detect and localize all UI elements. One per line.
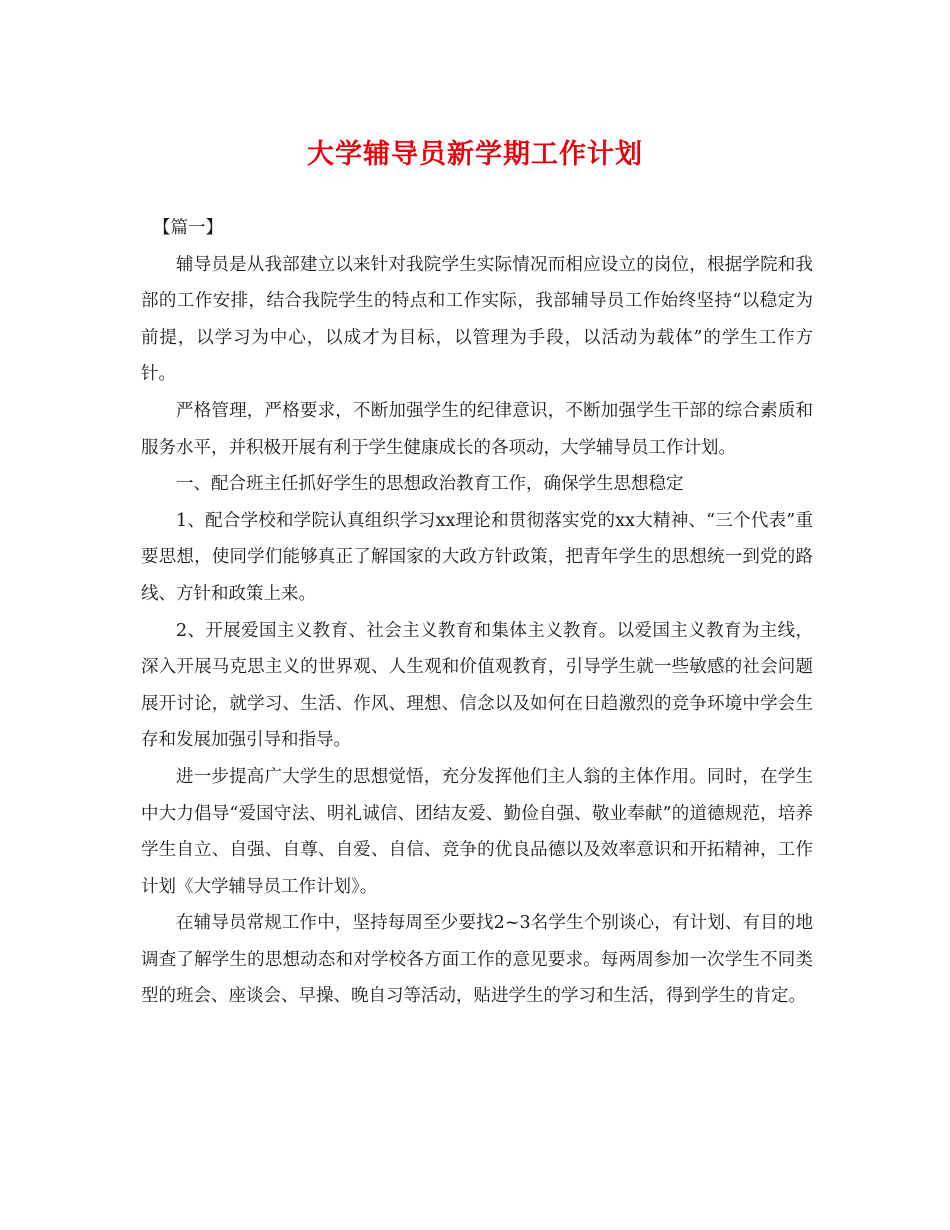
- paragraph-heading-1: 一、配合班主任抓好学生的思想政治教育工作，确保学生思想稳定: [176, 474, 684, 495]
- section-label: 【篇一】: [153, 218, 223, 238]
- paragraph-routine: 在辅导员常规工作中，坚持每周至少要找2~3名学生个别谈心，有计划、有目的地调查了解学生的思想动态和对学校各方面工作的意见要求。每两周参加一次学生不同类型的班会、座谈会、早操、晚自习等活动，贴进学生的学习和生活，得到学生的肯定。: [141, 913, 813, 1007]
- paragraph-item-1: 1、配合学校和学院认真组织学习xx理论和贯彻落实党的xx大精神、“三个代表”重要思想，使同学们能够真正了解国家的大政方针政策，把青年学生的思想统一到党的路线、方针和政策上来。: [141, 510, 813, 604]
- paragraph-awareness: 进一步提高广大学生的思想觉悟，充分发挥他们主人翁的主体作用。同时，在学生中大力倡导“爱国守法、明礼诚信、团结友爱、勤俭自强、敬业奉献”的道德规范，培养学生自立、自强、自尊、自爱、自信、竞争的优良品德以及效率意识和开拓精神，工作计划《大学辅导员工作计划》。: [141, 766, 813, 897]
- paragraph-item-2: 2、开展爱国主义教育、社会主义教育和集体主义教育。以爱国主义教育为主线，深入开展马克思主义的世界观、人生观和价值观教育，引导学生就一些敏感的社会问题展开讨论，就学习、生活、作风、理想、信念以及如何在日趋激烈的竞争环境中学会生存和发展加强引导和指导。: [141, 620, 813, 751]
- paragraph-intro: 辅导员是从我部建立以来针对我院学生实际情况而相应设立的岗位，根据学院和我部的工作安排，结合我院学生的特点和工作实际，我部辅导员工作始终坚持“以稳定为前提，以学习为中心，以成才为目标，以管理为手段，以活动为载体”的学生工作方针。: [141, 254, 813, 385]
- document-body: [141, 210, 813, 1015]
- paragraph-management: 严格管理，严格要求，不断加强学生的纪律意识，不断加强学生干部的综合素质和服务水平，并积极开展有利于学生健康成长的各项动，大学辅导员工作计划。: [141, 400, 813, 458]
- document-title: 大学辅导员新学期工作计划: [307, 139, 643, 170]
